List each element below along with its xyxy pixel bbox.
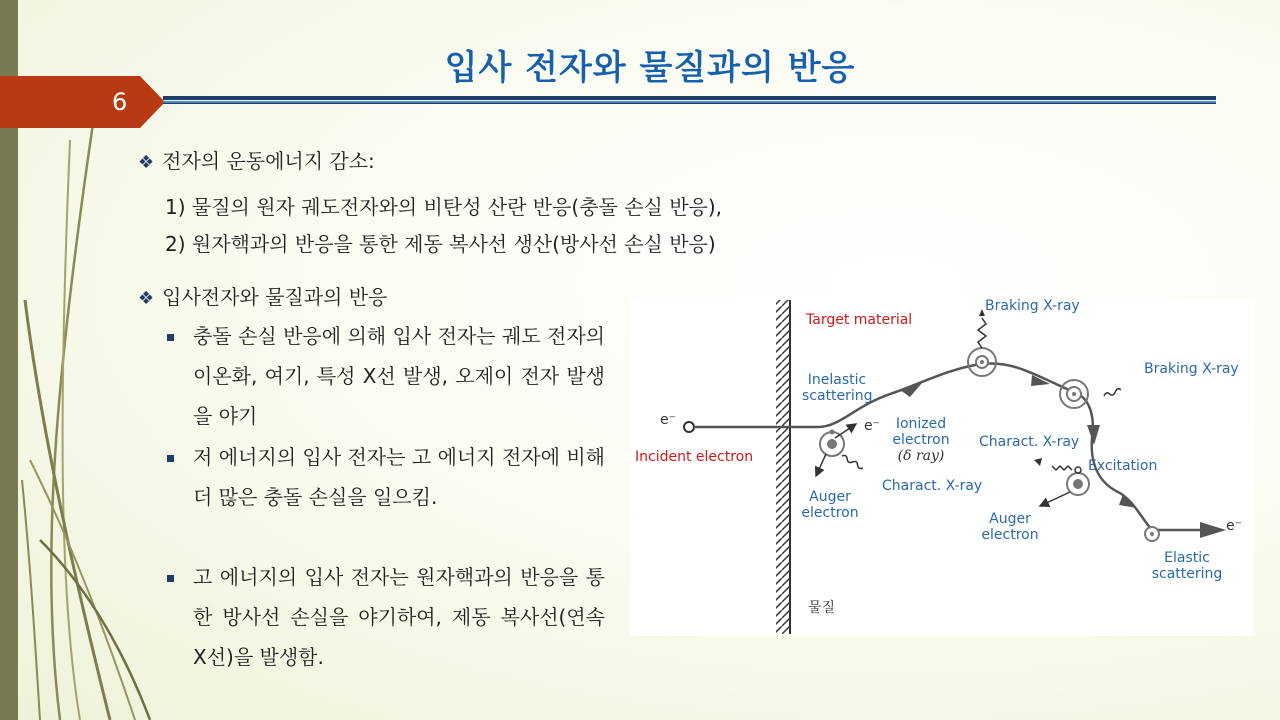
- label-auger-electron-left: Auger electron: [801, 489, 859, 521]
- label-auger-electron-right: Auger electron: [981, 511, 1039, 543]
- label-e-minus-ionized: e⁻: [864, 418, 881, 434]
- title-underline: [163, 96, 1216, 100]
- title-underline-bottom: [163, 103, 1216, 104]
- square-bullet-icon: [167, 334, 174, 341]
- label-incident-electron: Incident electron: [635, 449, 754, 465]
- bullet-1-text: 전자의 운동에너지 감소:: [162, 149, 375, 173]
- square-bullet-icon: [167, 575, 174, 582]
- label-ionized-electron: Ionized electron (δ ray): [892, 416, 950, 464]
- label-material-korean: 물질: [808, 600, 836, 616]
- label-braking-xray-right: Braking X-ray: [1144, 361, 1239, 377]
- label-target-material: Target material: [806, 312, 913, 328]
- material-wall: [776, 300, 790, 634]
- slide-number: 6: [112, 88, 128, 116]
- slide-number-tab: [0, 76, 165, 128]
- label-charact-xray-left: Charact. X-ray: [882, 478, 983, 494]
- right-nucleus: [1060, 380, 1122, 408]
- bullet-1-line-1: 1) 물질의 원자 궤도전자와의 비탄성 산란 반응(충돌 손실 반응),: [165, 195, 723, 219]
- sub-bullet-1: 충돌 손실 반응에 의해 입사 전자는 궤도 전자의 이온화, 여기, 특성 X선 발생, 오제이 전자 발생을 야기: [193, 324, 605, 428]
- label-charact-xray-right: Charact. X-ray: [979, 434, 1080, 450]
- bullet-2-text: 입사전자와 물질과의 반응: [162, 285, 388, 309]
- sub-bullet-2: 저 에너지의 입사 전자는 고 에너지 전자에 비해 더 많은 충돌 손실을 일으킴.: [193, 445, 605, 509]
- electron-path: [694, 363, 1226, 538]
- label-inelastic-scattering: Inelastic scattering: [802, 372, 873, 404]
- label-e-minus-incident: e⁻: [660, 412, 677, 428]
- bullet-1-line-2: 2) 원자핵과의 반응을 통한 제동 복사선 생산(방사선 손실 반응): [165, 232, 716, 256]
- incident-electron-dot: [684, 422, 694, 432]
- label-elastic-scattering: Elastic scattering: [1151, 550, 1223, 582]
- bullet-2: [138, 281, 387, 310]
- label-braking-xray-top: Braking X-ray: [985, 298, 1080, 314]
- bullet-1: [138, 145, 375, 174]
- inelastic-atom: [816, 424, 864, 476]
- label-excitation: Excitation: [1088, 458, 1158, 474]
- elastic-nucleus: [1145, 527, 1159, 541]
- diamond-bullet-icon: ❖: [138, 152, 155, 173]
- diamond-bullet-icon: ❖: [138, 288, 155, 309]
- square-bullet-icon: [167, 455, 174, 462]
- excitation-atom: [1034, 458, 1089, 506]
- slide-title: 입사 전자와 물질과의 반응: [444, 48, 856, 88]
- label-e-minus-exit: e⁻: [1226, 518, 1243, 534]
- electron-interaction-diagram: [630, 298, 1254, 636]
- sub-bullet-3: 고 에너지의 입사 전자는 원자핵과의 반응을 통한 방사선 손실을 야기하여, 제동 복사선(연속 X선)을 발생함.: [193, 565, 605, 669]
